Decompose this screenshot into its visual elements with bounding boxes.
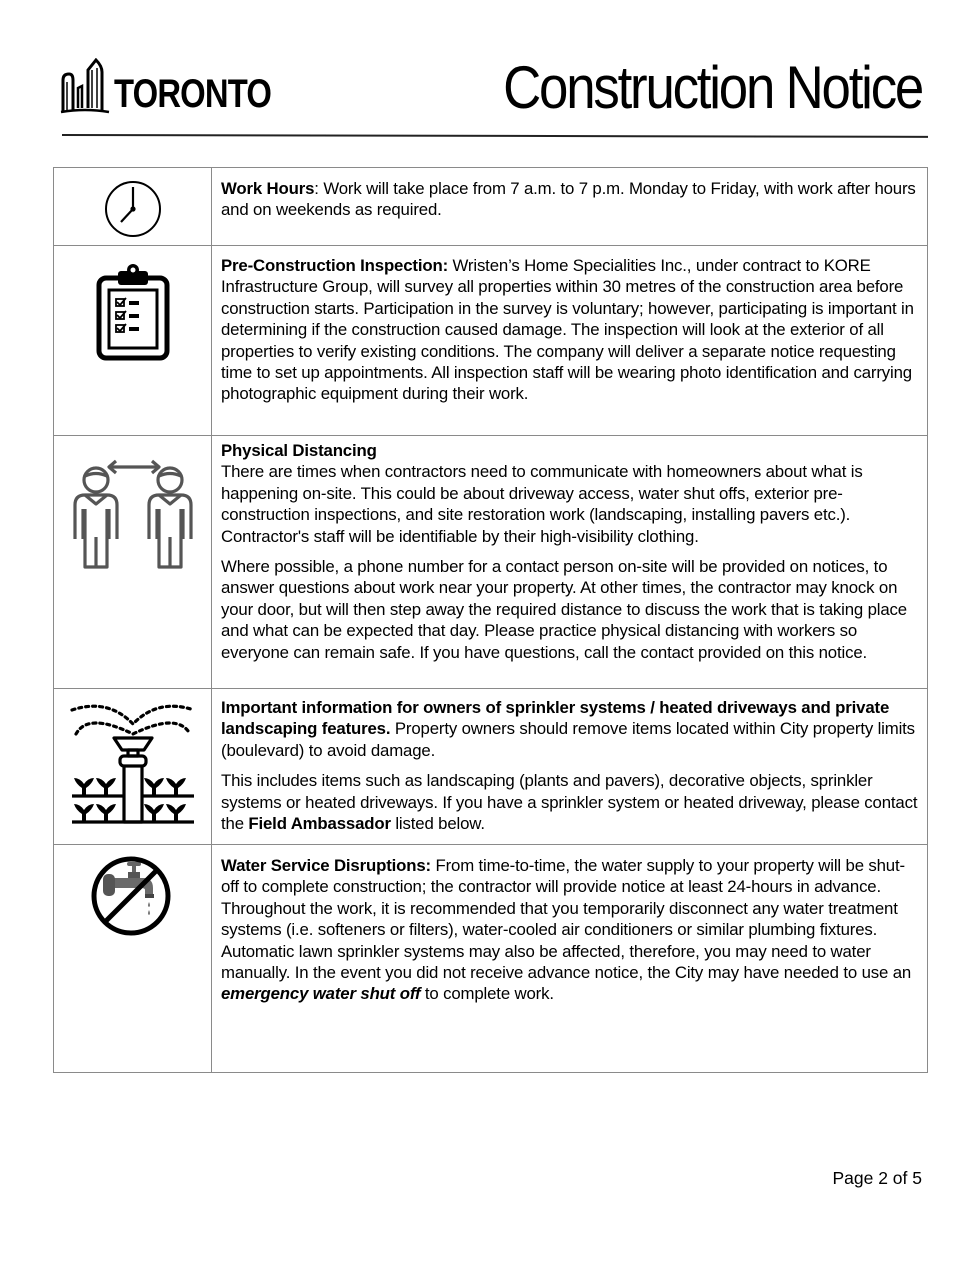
section-heading: Important information for owners of sprinkler systems / heated driveways and private landscaping features.: [221, 698, 890, 739]
sprinkler-text: Important information for owners of sprinkler systems / heated driveways and private landscaping features. Property owners should remove items located within City property limits (boulevard) to avoid damage. This includes items such as landscaping (plants and pavers), decorative objects, sprinkler systems or heated driveways. If you have a sprinkler system or heated driveway, please contact the Field Ambassador listed below.: [212, 689, 928, 845]
table-row-pre-construction: [54, 246, 928, 436]
icon-cell: [54, 689, 212, 845]
section-body: This includes items such as landscaping (plants and pavers), decorative objects, sprinkler systems or heated driveways. If you have a sprinkler system or heated driveway, please contact the: [221, 771, 918, 834]
icon-cell: [54, 246, 212, 436]
physical-distancing-text: [212, 436, 928, 689]
work-hours-text: Work Hours: Work will take place from 7 a.m. to 7 p.m. Monday to Friday, with work after hours and on weekends as required.: [212, 168, 928, 246]
icon-cell: [54, 168, 212, 246]
section-heading: Physical Distancing: [221, 441, 377, 460]
logo-wordmark: TORONTO: [114, 72, 272, 116]
emergency-shutoff-emphasis: emergency water shut off: [221, 984, 421, 1004]
pre-construction-text: [212, 246, 928, 436]
table-row-sprinkler: [54, 689, 928, 845]
section-body: Property owners should remove items located within City property limits (boulevard) to avoid damage.: [221, 719, 915, 760]
sprinkler-plants-icon: [68, 698, 198, 828]
page-header: [0, 0, 980, 145]
notice-table: [53, 167, 928, 1073]
table-row-work-hours: [54, 168, 928, 246]
section-heading: Water Service Disruptions:: [221, 856, 431, 875]
clipboard-checklist-icon: [96, 263, 170, 361]
section-body: From time-to-time, the water supply to your property will be shut-off to complete construction; the contractor will provide notice at least 24-hours in advance. Throughout the work, it is recommended that you temporarily disconnect any water treatment systems (i.e. softeners or filters), water-cooled air conditioners or similar plumbing fixtures. Automatic lawn sprinkler systems may also be affected, therefore, you may need to water manually. In the event you did not receive advance notice, the City may have needed to use an: [221, 856, 912, 983]
toronto-logo: [60, 58, 306, 114]
page-title: Construction Notice: [503, 54, 922, 121]
section-heading: Work Hours: [221, 179, 315, 198]
section-body: Wristen’s Home Specialities Inc., under contract to KORE Infrastructure Group, will survey all properties within 30 metres of the construction area before construction starts. Participation in the survey is voluntary; however, participating is important in determining if the construction caused damage. The inspection will look at the exterior of all properties to verify existing conditions. The company will deliver a separate notice requesting time to set up appointments. All inspection staff will be wearing photo identification and carrying photographic equipment during their work.: [221, 256, 914, 404]
clock-icon: [103, 179, 163, 239]
icon-cell: [54, 845, 212, 1073]
no-water-tap-icon: [91, 854, 175, 938]
header-divider: [62, 134, 928, 138]
physical-distancing-icon: [71, 457, 195, 569]
page-number: Page 2 of 5: [832, 1168, 922, 1188]
section-heading: Pre-Construction Inspection:: [221, 256, 449, 275]
section-body: There are times when contractors need to communicate with homeowners about what is happening on-site. This could be about driveway access, water shut offs, exterior pre-construction inspections, and site restoration work (landscaping, installing pavers etc.). Contractor's staff will be identifiable by their high-visibility clothing.: [221, 462, 863, 546]
icon-cell: [54, 436, 212, 689]
section-body: Where possible, a phone number for a contact person on-site will be provided on notices, to answer questions about work near your property. At other times, the contractor may knock on your door, but will then step away the required distance to discuss the work that is taking place and what can be expected that day. Please practice physical distancing with workers so everyone can remain safe. If you have questions, call the contact provided on this notice.: [221, 557, 907, 662]
table-row-physical-distancing: [54, 436, 928, 689]
table-row-water-service: [54, 845, 928, 1073]
city-hall-logo-icon: [60, 58, 110, 114]
section-body: Work will take place from 7 a.m. to 7 p.m. Monday to Friday, with work after hours and on weekends as required.: [221, 179, 916, 220]
water-service-text: Water Service Disruptions: From time-to-time, the water supply to your property will be shut-off to complete construction; the contractor will provide notice at least 24-hours in advance. Throughout the work, it is recommended that you temporarily disconnect any water treatment systems (i.e. softeners or filters), water-cooled air conditioners or similar plumbing fixtures. Automatic lawn sprinkler systems may also be affected, therefore, you may need to water manually. In the event you did not receive advance notice, the City may have needed to use an emergency water shut off to complete work.: [212, 845, 928, 1073]
field-ambassador-emphasis: Field Ambassador: [248, 814, 391, 834]
